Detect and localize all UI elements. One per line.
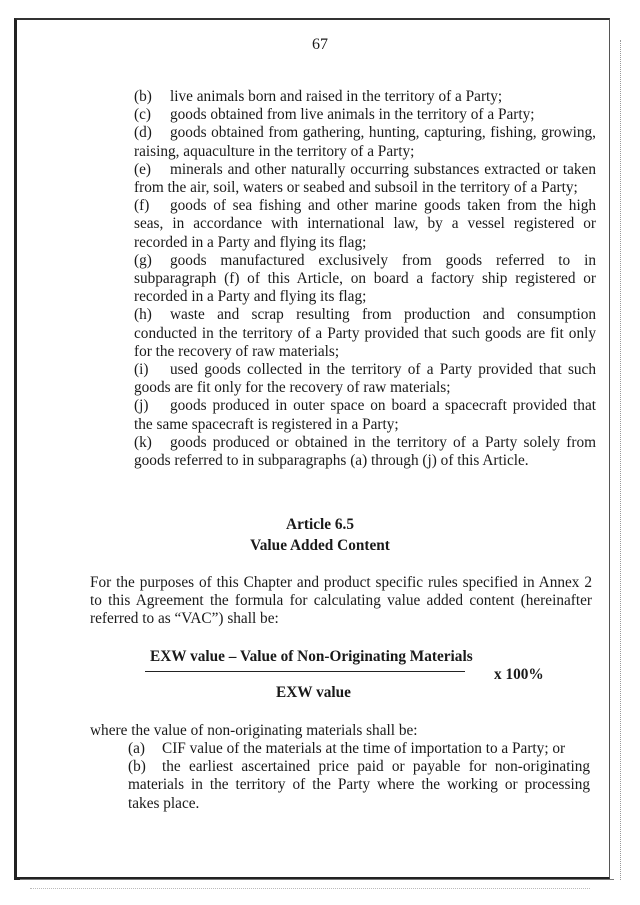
list-item bbox=[134, 434, 596, 470]
page-border-shadow bbox=[20, 875, 614, 880]
list-marker: (f) bbox=[134, 197, 150, 215]
list-item bbox=[134, 197, 596, 252]
list-item bbox=[134, 397, 596, 433]
list-marker: (k) bbox=[134, 433, 152, 451]
non-originating-value-list bbox=[128, 740, 590, 813]
list-item bbox=[134, 88, 596, 106]
list-text: goods of sea fishing and other marine goods taken from the high seas, in accordance with international law, by a vessel registered or recorded in a Party and flying its flag; bbox=[134, 197, 596, 251]
scan-artifact bbox=[30, 888, 590, 890]
list-marker: (b) bbox=[134, 88, 152, 105]
list-item bbox=[134, 306, 596, 361]
list-marker: (c) bbox=[134, 106, 151, 124]
list-marker: (g) bbox=[134, 251, 152, 269]
list-text: goods manufactured exclusively from goods referred to in subparagraph (f) of this Article, on board a factory ship registered or recorded in a Party and flying its flag; bbox=[134, 251, 596, 306]
where-text: where the value of non-originating materials shall be: bbox=[90, 722, 418, 739]
list-marker: (i) bbox=[134, 361, 149, 379]
article-number: Article 6.5 bbox=[286, 516, 354, 533]
list-text: minerals and other naturally occurring substances extracted or taken from the air, soil, waters or seabed and subsoil in the territory of a Party; bbox=[134, 160, 596, 197]
list-text: CIF value of the materials at the time of importation to a Party; or bbox=[162, 740, 566, 757]
formula-multiplier: x 100% bbox=[494, 666, 544, 683]
list-item bbox=[134, 106, 596, 124]
list-text: goods obtained from live animals in the territory of a Party; bbox=[170, 106, 535, 124]
origin-goods-list bbox=[134, 88, 596, 470]
list-item bbox=[134, 124, 596, 160]
list-item bbox=[128, 740, 590, 758]
formula-numerator: EXW value – Value of Non-Originating Materials bbox=[150, 648, 473, 665]
list-text: goods produced or obtained in the territory of a Party solely from goods referred to in subparagraphs (a) through (j) of this Article. bbox=[134, 433, 596, 470]
list-marker: (e) bbox=[134, 160, 151, 178]
list-item bbox=[128, 758, 590, 813]
vac-formula bbox=[0, 648, 640, 708]
list-text: live animals born and raised in the territory of a Party; bbox=[170, 88, 503, 105]
list-item bbox=[134, 361, 596, 397]
article-intro: For the purposes of this Chapter and product specific rules specified in Annex 2 to this Agreement the formula for calculating value added content (hereinafter referred to as “VAC”) shall be: bbox=[90, 574, 592, 628]
list-marker: (j) bbox=[134, 397, 149, 415]
list-marker: (b) bbox=[128, 758, 146, 776]
list-marker: (d) bbox=[134, 124, 152, 142]
list-text: used goods collected in the territory of a Party provided that such goods are fit only for the recovery of raw materials; bbox=[134, 361, 596, 397]
list-text: goods obtained from gathering, hunting, capturing, fishing, growing, raising, aquaculture in the territory of a Party; bbox=[134, 124, 596, 160]
list-text: goods produced in outer space on board a spacecraft provided that the same spacecraft is registered in a Party; bbox=[134, 397, 596, 433]
list-marker: (h) bbox=[134, 306, 152, 324]
article-title: Value Added Content bbox=[250, 537, 390, 554]
list-text: waste and scrap resulting from production and consumption conducted in the territory of a Party provided that such goods are fit only for the recovery of raw materials; bbox=[134, 306, 596, 360]
list-item bbox=[134, 161, 596, 197]
page-number: 67 bbox=[312, 36, 328, 53]
formula-fraction-bar bbox=[145, 671, 465, 672]
scan-edge bbox=[620, 40, 622, 880]
list-text: the earliest ascertained price paid or payable for non-originating materials in the territory of the Party where the working or processing takes place. bbox=[128, 758, 590, 812]
formula-denominator: EXW value bbox=[276, 684, 351, 701]
list-marker: (a) bbox=[128, 740, 145, 757]
list-item bbox=[134, 252, 596, 307]
